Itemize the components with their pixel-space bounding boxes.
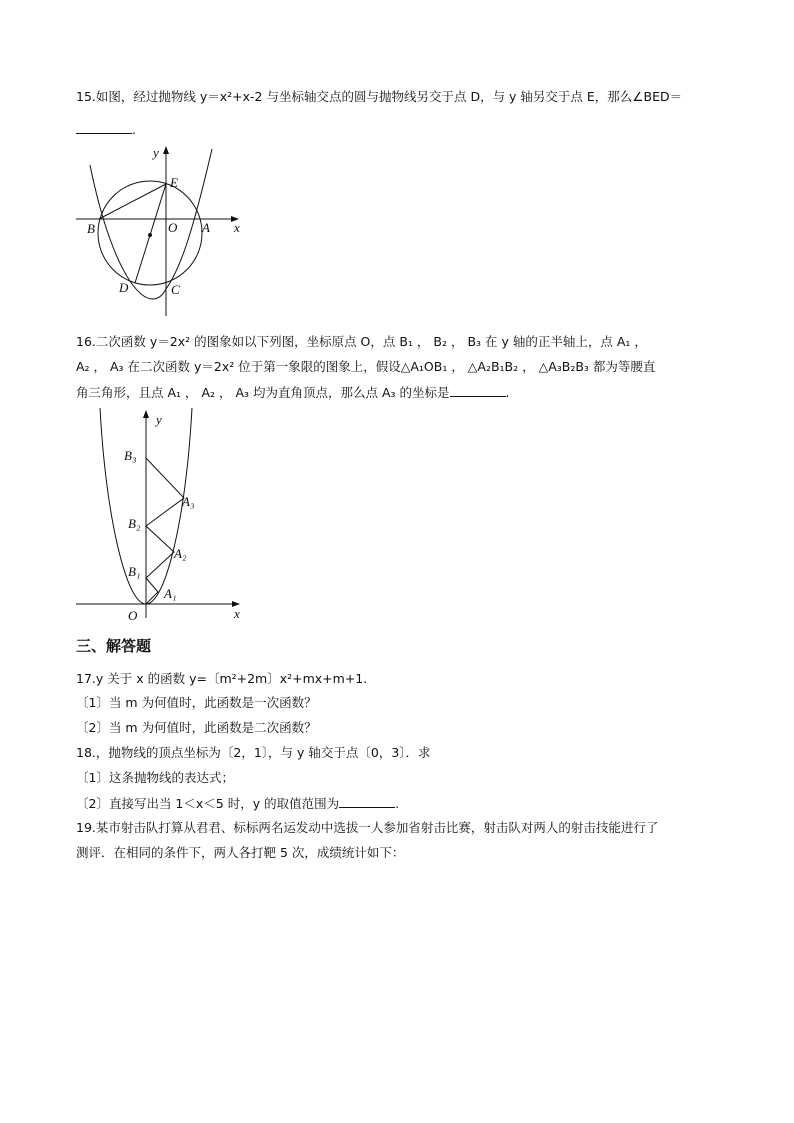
q16-label-O: O [128,608,138,623]
q15-label-B: B [87,221,95,236]
q16-period: . [505,385,510,400]
q15-label-y: y [153,145,159,160]
q16-label-B3: B₃ [124,448,137,463]
q18-answer-blank[interactable] [339,795,395,808]
q15-label-A: A [202,220,210,235]
q16-label-B1: B₁ [128,564,141,579]
q18-part2: 〔2〕直接写出当 1＜x＜5 时，y 的取值范围为 [76,796,340,811]
q15-text-line2 [76,121,136,138]
q17-part1: 〔1〕当 m 为何值时，此函数是一次函数？ [76,695,317,710]
q18-part2-line [76,795,399,812]
q19-line2: 测评．在相同的条件下，两人各打靶 5 次，成绩统计如下： [76,845,405,860]
q16-text-line2: A₂ ， A₃ 在二次函数 y＝2x² 位于第一象限的图象上，假设△A₁OB₁ ， △A₂B₁B₂ ， △A₃B₂B₃ 都为等腰直 [76,359,656,374]
q18-part1: 〔1〕这条抛物线的表达式； [76,770,234,785]
q15-label-C: C [171,282,180,297]
q15-figure [76,143,248,319]
q16-label-y: y [156,412,162,427]
q15-answer-blank[interactable] [76,121,132,134]
q16-y-arrow [143,410,149,418]
section-title: 三、解答题 [76,637,152,655]
q16-label-x: x [234,606,240,621]
q16-text-line1: 16.二次函数 y＝2x² 的图象如以下列图，坐标原点 O，点 B₁ ， B₂ ， B₃ 在 y 轴的正半轴上，点 A₁ ， [76,334,647,349]
q16-figure [76,406,252,626]
q19-line1: 19.某市射击队打算从君君、标标两名运发动中选拔一人参加省射击比赛，射击队对两人的射击技能进行了 [76,820,659,835]
q15-y-arrow [163,146,169,154]
q17-stem: 17.y 关于 x 的函数 y=〔m²+2m〕x²+mx+m+1. [76,671,368,686]
q18-period: . [395,796,400,811]
q16-label-A3: A₃ [182,494,195,509]
q18-stem: 18.，抛物线的顶点坐标为〔2，1〕，与 y 轴交于点〔0，3〕．求 [76,745,431,760]
q15-parabola [90,149,212,299]
q16-text-line3 [76,384,510,401]
q15-label-x: x [234,220,240,235]
q15-center-dot [148,233,152,237]
q17-part2: 〔2〕当 m 为何值时，此函数是二次函数？ [76,720,317,735]
q16-label-A1: A₁ [164,586,177,601]
q15-period: . [132,122,136,137]
q16-label-A2: A₂ [174,546,187,561]
q16-zigzag [146,458,184,604]
q16-text-line3-content: 角三角形，且点 A₁ ， A₂ ， A₃ 均为直角顶点，那么点 A₃ 的坐标是 [76,385,450,400]
q16-label-B2: B₂ [128,516,141,531]
q16-answer-blank[interactable] [450,384,506,397]
q15-label-E: E [170,175,178,190]
q15-label-D: D [119,280,129,295]
q15-text-line1: 15.如图，经过抛物线 y＝x²+x-2 与坐标轴交点的圆与抛物线另交于点 D，与 y 轴另交于点 E，那么∠BED＝ [76,89,683,104]
q15-label-O: O [168,220,178,235]
